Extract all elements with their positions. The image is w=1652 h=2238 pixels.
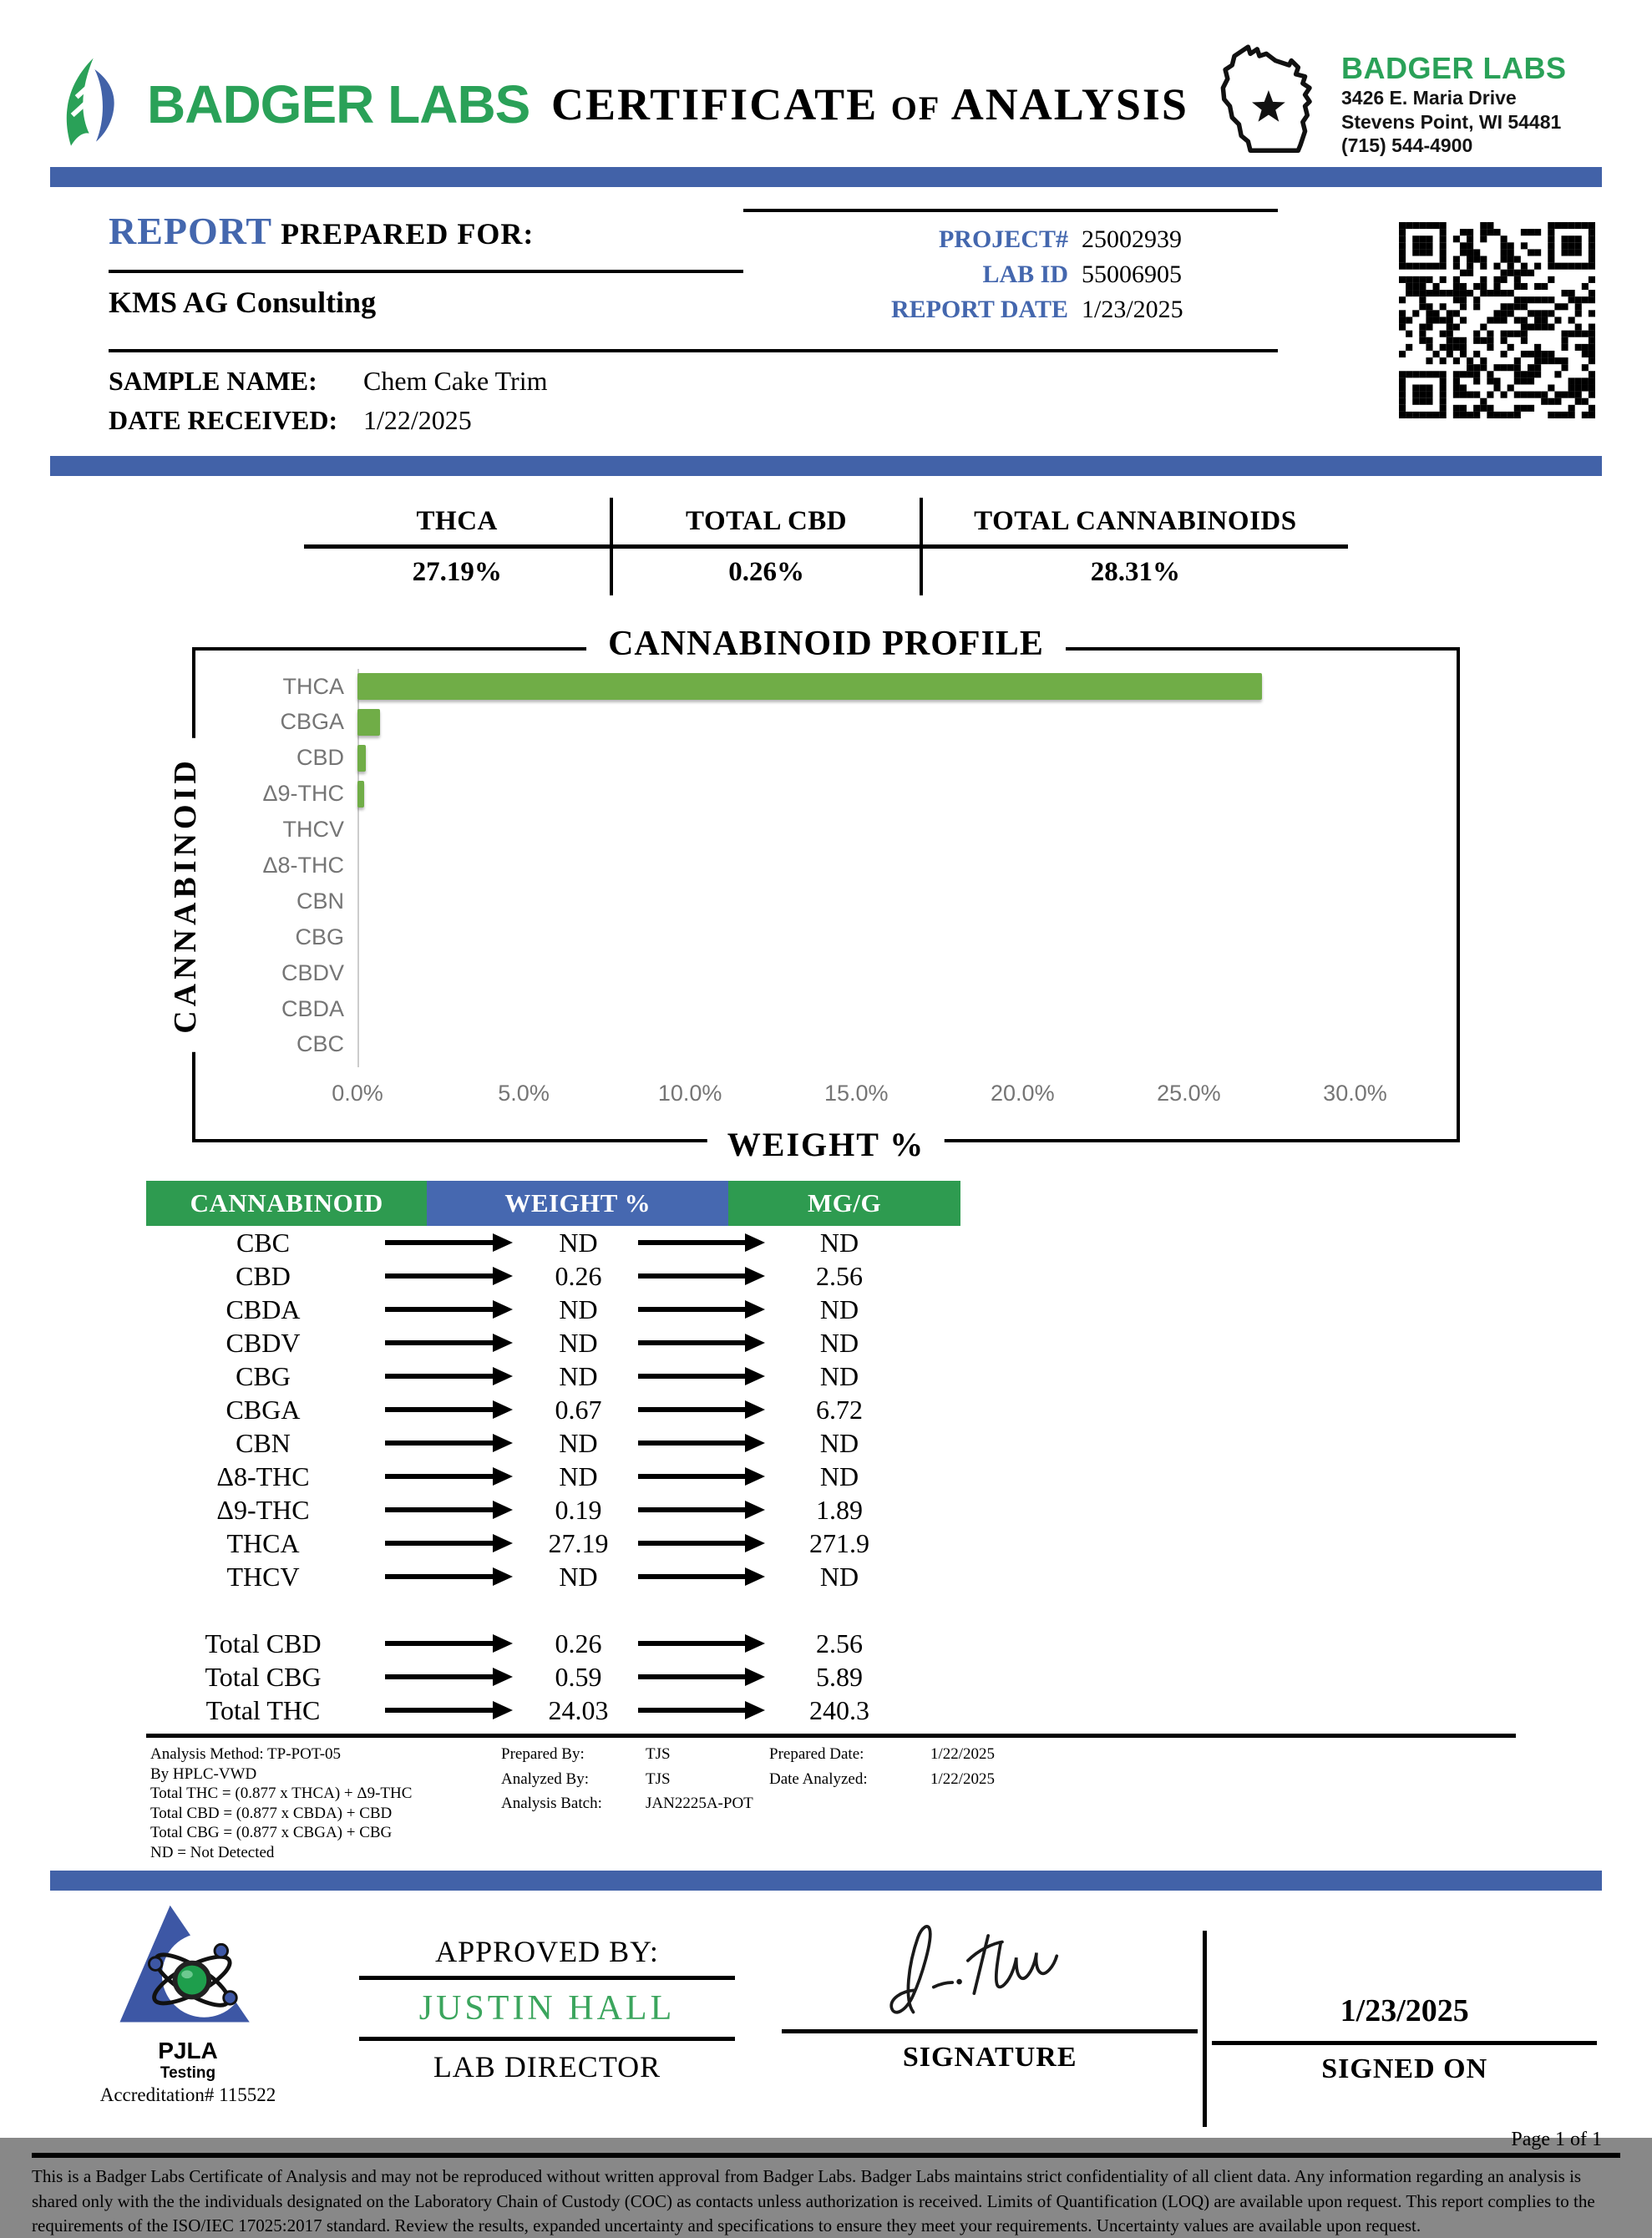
analyst-notes xyxy=(501,1744,1072,1862)
chart-category-label: CBD xyxy=(296,745,344,771)
summary-value: 28.31% xyxy=(1090,556,1181,587)
table-row xyxy=(146,1226,960,1259)
results-table xyxy=(146,1181,960,1727)
analyte-name: Total THC xyxy=(205,1694,321,1725)
divider-bar-bottom xyxy=(50,1871,1602,1891)
prepared-by-value: TJS xyxy=(646,1745,671,1763)
prepared-by-label: Prepared By: xyxy=(501,1745,585,1763)
results-table-header xyxy=(146,1181,960,1226)
analyte-name: THCV xyxy=(226,1561,300,1592)
chart-bar-row xyxy=(219,780,1438,808)
signed-on-column xyxy=(1207,1912,1602,2127)
chart-x-tick-label: 25.0% xyxy=(1157,1081,1221,1106)
table-row xyxy=(146,1560,960,1593)
disclaimer-text: This is a Badger Labs Certificate of Analysis and may not be reproduced without written approval from Badger Labs. Badger Labs maintains strict confidentiality of all client data. Any information regarding an analysis is shared only with the the individuals designated on the Laboratory Chain of Custody (COC) as contacts unless authorization is received. Limits of Quantification (LOQ) are available upon request. This report complies to the requirements of the ISO/IEC 17025:2017 standard. Review the results, expanded uncertainty and specifications to ensure they meet your requirements. Uncertainty values are available upon request. xyxy=(32,2166,1595,2236)
arrow-right-icon xyxy=(633,1267,778,1285)
analyte-name: THCA xyxy=(226,1527,300,1558)
method-notes xyxy=(150,1744,501,1862)
prepared-date-label: Prepared Date: xyxy=(769,1745,864,1763)
weight-percent-value: ND xyxy=(559,1294,598,1324)
mg-g-value: ND xyxy=(819,1461,859,1491)
lab-id-label: LAB ID xyxy=(982,261,1068,288)
weight-percent-value: 27.19 xyxy=(548,1527,609,1558)
chart-category-label: Δ8-THC xyxy=(262,852,344,878)
chart-bar-row xyxy=(219,708,1438,737)
table-row xyxy=(146,1259,960,1293)
summary-col-total-cannabinoids xyxy=(920,498,1348,595)
chart-bar-row xyxy=(219,923,1438,951)
header-weight-percent: WEIGHT % xyxy=(427,1181,728,1226)
report-info-section xyxy=(109,209,1602,444)
lab-id-value: 55006905 xyxy=(1082,261,1182,288)
approved-by-label: APPROVED BY: xyxy=(359,1934,735,1980)
chart-x-tick-label: 10.0% xyxy=(657,1081,722,1106)
table-row xyxy=(146,1426,960,1460)
mg-g-value: 240.3 xyxy=(809,1694,869,1725)
chart-x-tick-label: 15.0% xyxy=(823,1081,889,1106)
arrow-right-icon xyxy=(633,1434,778,1452)
chart-title: CANNABINOID PROFILE xyxy=(586,624,1066,664)
arrow-right-icon xyxy=(380,1668,524,1686)
page-number: Page 1 of 1 xyxy=(1511,2129,1602,2151)
chart-x-axis-label: WEIGHT % xyxy=(707,1125,945,1164)
weight-percent-value: ND xyxy=(559,1360,598,1391)
arrow-right-icon xyxy=(633,1634,778,1653)
weight-percent-value: 0.26 xyxy=(555,1260,602,1291)
weight-percent-value: ND xyxy=(559,1561,598,1592)
approver-title: LAB DIRECTOR xyxy=(433,2050,661,2084)
results-bottom-rule xyxy=(146,1734,1516,1738)
mg-g-value: ND xyxy=(819,1360,859,1391)
chart-bar-track xyxy=(357,1031,1438,1058)
signature-column xyxy=(777,1912,1203,2127)
analysis-batch-label: Analysis Batch: xyxy=(501,1795,602,1813)
mg-g-value: ND xyxy=(819,1427,859,1458)
chart-bar-row xyxy=(219,744,1438,772)
page-title: CERTIFICATE OF ANALYSIS xyxy=(551,79,1188,129)
accreditation-number: Accreditation# 115522 xyxy=(99,2084,276,2106)
table-row xyxy=(146,1660,960,1694)
prepared-date-value: 1/22/2025 xyxy=(930,1745,996,1763)
lab-name: BADGER LABS xyxy=(1340,50,1567,85)
weight-percent-value: ND xyxy=(559,1461,598,1491)
project-number-row xyxy=(743,222,1278,257)
chart-bar-track xyxy=(357,781,1438,808)
arrow-right-icon xyxy=(633,1334,778,1352)
chart-bar-track xyxy=(357,995,1438,1022)
lab-id-row xyxy=(743,257,1278,292)
date-received-value: 1/22/2025 xyxy=(363,405,472,435)
table-row xyxy=(146,1393,960,1426)
analyte-name: Δ9-THC xyxy=(216,1494,310,1525)
weight-percent-value: 24.03 xyxy=(548,1694,609,1725)
results-rows xyxy=(146,1226,960,1727)
lab-contact-info xyxy=(1341,51,1567,158)
analyzed-by-value: TJS xyxy=(646,1770,671,1788)
chart-bar-track xyxy=(357,673,1438,700)
arrow-right-icon xyxy=(380,1367,524,1385)
weight-percent-value: ND xyxy=(559,1427,598,1458)
analysis-batch-value: JAN2225A-POT xyxy=(646,1795,753,1813)
chart-bar xyxy=(357,781,364,808)
chart-bar-row xyxy=(219,816,1438,844)
chart-bar-row xyxy=(219,995,1438,1023)
method-note-line: Total CBG = (0.877 x CBGA) + CBG xyxy=(150,1824,393,1842)
arrow-right-icon xyxy=(380,1534,524,1552)
chart-category-label: THCA xyxy=(282,673,344,699)
chart-category-label: CBC xyxy=(296,1031,344,1057)
arrow-right-icon xyxy=(633,1233,778,1252)
table-row xyxy=(146,1627,960,1660)
summary-label: TOTAL CBD xyxy=(613,498,919,549)
weight-percent-value: ND xyxy=(559,1327,598,1358)
table-row xyxy=(146,1293,960,1326)
arrow-right-icon xyxy=(633,1501,778,1519)
mg-g-value: ND xyxy=(819,1227,859,1258)
accreditation-org: PJLA xyxy=(158,2038,218,2064)
chart-x-ticks xyxy=(332,1081,1438,1114)
table-row xyxy=(146,1694,960,1727)
report-date-value: 1/23/2025 xyxy=(1082,296,1183,323)
analyte-name: Total CBG xyxy=(205,1661,322,1692)
weight-percent-value: 0.19 xyxy=(555,1494,602,1525)
chart-bar-row xyxy=(219,1030,1438,1059)
summary-col-total-cbd xyxy=(610,498,919,595)
date-received-label: DATE RECEIVED: xyxy=(109,405,338,435)
header-cannabinoid: CANNABINOID xyxy=(146,1181,427,1226)
arrow-right-icon xyxy=(633,1534,778,1552)
signature-caption: SIGNATURE xyxy=(902,2042,1077,2073)
chart-category-label: CBGA xyxy=(280,709,344,735)
potency-summary xyxy=(304,498,1348,595)
analyte-name: CBDA xyxy=(226,1294,301,1324)
chart-bar xyxy=(357,745,366,772)
lab-address-block xyxy=(1209,40,1602,170)
arrow-right-icon xyxy=(380,1434,524,1452)
brand-name: BADGER LABS xyxy=(147,74,530,134)
analyte-name: Total CBD xyxy=(205,1628,322,1658)
chart-y-axis-label: CANNABINOID xyxy=(167,738,204,1052)
signed-on-caption: SIGNED ON xyxy=(1321,2053,1488,2085)
analyte-name: Δ8-THC xyxy=(216,1461,310,1491)
signature-area xyxy=(777,1912,1602,2127)
method-note-line: Analysis Method: TP-POT-05 xyxy=(150,1745,342,1763)
arrow-right-icon xyxy=(633,1400,778,1419)
analyzed-by-label: Analyzed By: xyxy=(501,1770,590,1788)
arrow-right-icon xyxy=(633,1467,778,1486)
analyte-name: CBGA xyxy=(226,1394,301,1425)
chart-category-label: CBG xyxy=(295,924,344,949)
method-note-line: ND = Not Detected xyxy=(150,1843,275,1861)
divider-bar-top xyxy=(50,167,1602,187)
project-number-label: PROJECT# xyxy=(938,225,1068,253)
arrow-right-icon xyxy=(380,1400,524,1419)
lab-address-line1: 3426 E. Maria Drive xyxy=(1340,86,1517,109)
weight-percent-value: 0.26 xyxy=(555,1628,602,1658)
chart-category-label: CBDA xyxy=(281,995,344,1021)
chart-category-label: THCV xyxy=(282,817,344,843)
page-header xyxy=(50,42,1602,167)
report-date-row xyxy=(743,292,1278,327)
arrow-right-icon xyxy=(633,1668,778,1686)
chart-bar-row xyxy=(219,887,1438,915)
chart-bar xyxy=(357,709,380,736)
handwritten-signature xyxy=(777,1912,1203,2029)
badger-leaf-logo-icon xyxy=(50,49,134,160)
divider-bar-middle xyxy=(50,456,1602,476)
summary-col-thca xyxy=(304,498,610,595)
signed-on-date: 1/23/2025 xyxy=(1340,1993,1469,2029)
arrow-right-icon xyxy=(633,1701,778,1719)
chart-x-tick-label: 20.0% xyxy=(991,1081,1055,1106)
sample-name-label: SAMPLE NAME: xyxy=(109,366,317,396)
lab-address-line2: Stevens Point, WI 54481 xyxy=(1340,110,1562,133)
summary-value: 27.19% xyxy=(412,556,502,587)
brand-left xyxy=(50,49,530,160)
chart-category-label: CBDV xyxy=(281,960,344,985)
chart-x-tick-label: 5.0% xyxy=(498,1081,550,1106)
chart-x-tick-label: 0.0% xyxy=(332,1081,383,1106)
disclaimer-rule xyxy=(32,2153,1620,2158)
table-row xyxy=(146,1493,960,1527)
method-footnotes xyxy=(150,1744,1602,1862)
table-row xyxy=(146,1460,960,1493)
sample-name-row xyxy=(109,366,1278,397)
arrow-right-icon xyxy=(380,1334,524,1352)
project-info-block xyxy=(743,209,1278,327)
mg-g-value: 6.72 xyxy=(816,1394,863,1425)
chart-bar-track xyxy=(357,924,1438,950)
chart-plot-area xyxy=(219,672,1438,1106)
chart-category-label: CBN xyxy=(296,888,344,914)
method-note-line: By HPLC-VWD xyxy=(150,1765,257,1783)
chart-x-tick-label: 30.0% xyxy=(1323,1081,1387,1106)
chart-bar-track xyxy=(357,852,1438,878)
arrow-right-icon xyxy=(633,1300,778,1319)
client-name: KMS AG Consulting xyxy=(109,285,377,319)
arrow-right-icon xyxy=(380,1300,524,1319)
method-note-line: Total THC = (0.877 x THCA) + Δ9-THC xyxy=(150,1785,413,1803)
qr-code xyxy=(1278,209,1619,444)
mg-g-value: 5.89 xyxy=(816,1661,863,1692)
method-note-line: Total CBD = (0.877 x CBDA) + CBD xyxy=(150,1804,393,1822)
arrow-right-icon xyxy=(380,1634,524,1653)
analyte-name: CBG xyxy=(236,1360,291,1391)
sample-name-value: Chem Cake Trim xyxy=(363,366,548,396)
wisconsin-map-icon xyxy=(1209,40,1335,170)
weight-percent-value: 0.59 xyxy=(555,1661,602,1692)
table-gap xyxy=(146,1593,960,1627)
chart-rows xyxy=(219,672,1438,1059)
analyte-name: CBDV xyxy=(226,1327,301,1358)
date-received-row xyxy=(109,405,1278,436)
chart-bar xyxy=(357,673,1262,700)
arrow-right-icon xyxy=(380,1501,524,1519)
mg-g-value: ND xyxy=(819,1327,859,1358)
accreditation-sub: Testing xyxy=(160,2064,216,2083)
approved-by-block xyxy=(359,1934,735,2084)
lab-phone: (715) 544-4900 xyxy=(1340,134,1473,157)
mg-g-value: ND xyxy=(819,1561,859,1592)
mg-g-value: 2.56 xyxy=(816,1628,863,1658)
date-analyzed-label: Date Analyzed: xyxy=(769,1770,868,1788)
chart-bar-track xyxy=(357,960,1438,986)
chart-bar-track xyxy=(357,709,1438,736)
mg-g-value: 2.56 xyxy=(816,1260,863,1291)
mg-g-value: ND xyxy=(819,1294,859,1324)
cannabinoid-profile-chart xyxy=(168,625,1460,1163)
date-analyzed-value: 1/22/2025 xyxy=(930,1770,996,1788)
analyte-name: CBD xyxy=(236,1260,291,1291)
chart-bar-row xyxy=(219,959,1438,987)
mg-g-value: 1.89 xyxy=(816,1494,863,1525)
project-number-value: 25002939 xyxy=(1082,225,1182,253)
chart-category-label: Δ9-THC xyxy=(262,781,344,807)
accreditation-block xyxy=(50,1899,326,2106)
table-row xyxy=(146,1527,960,1560)
table-row xyxy=(146,1360,960,1393)
chart-bar-row xyxy=(219,672,1438,701)
arrow-right-icon xyxy=(380,1701,524,1719)
summary-value: 0.26% xyxy=(728,556,804,587)
chart-bar-track xyxy=(357,888,1438,914)
header-mg-g: MG/G xyxy=(728,1181,960,1226)
weight-percent-value: 0.67 xyxy=(555,1394,602,1425)
arrow-right-icon xyxy=(633,1367,778,1385)
approver-name: JUSTIN HALL xyxy=(359,1980,735,2041)
arrow-right-icon xyxy=(380,1467,524,1486)
summary-label: THCA xyxy=(304,498,610,549)
chart-bar-row xyxy=(219,851,1438,879)
analyte-name: CBC xyxy=(236,1227,291,1258)
chart-bar-track xyxy=(357,745,1438,772)
mg-g-value: 271.9 xyxy=(809,1527,869,1558)
sample-info-block xyxy=(109,349,1278,444)
summary-label: TOTAL CANNABINOIDS xyxy=(923,498,1348,549)
report-date-label: REPORT DATE xyxy=(890,296,1068,323)
arrow-right-icon xyxy=(380,1267,524,1285)
arrow-right-icon xyxy=(633,1567,778,1586)
arrow-right-icon xyxy=(380,1567,524,1586)
report-prepared-for-heading: REPORT PREPARED FOR: xyxy=(109,209,743,273)
analyte-name: CBN xyxy=(236,1427,291,1458)
approval-footer xyxy=(50,1899,1602,2127)
weight-percent-value: ND xyxy=(559,1227,598,1258)
table-row xyxy=(146,1326,960,1360)
arrow-right-icon xyxy=(380,1233,524,1252)
chart-bar-track xyxy=(357,817,1438,843)
